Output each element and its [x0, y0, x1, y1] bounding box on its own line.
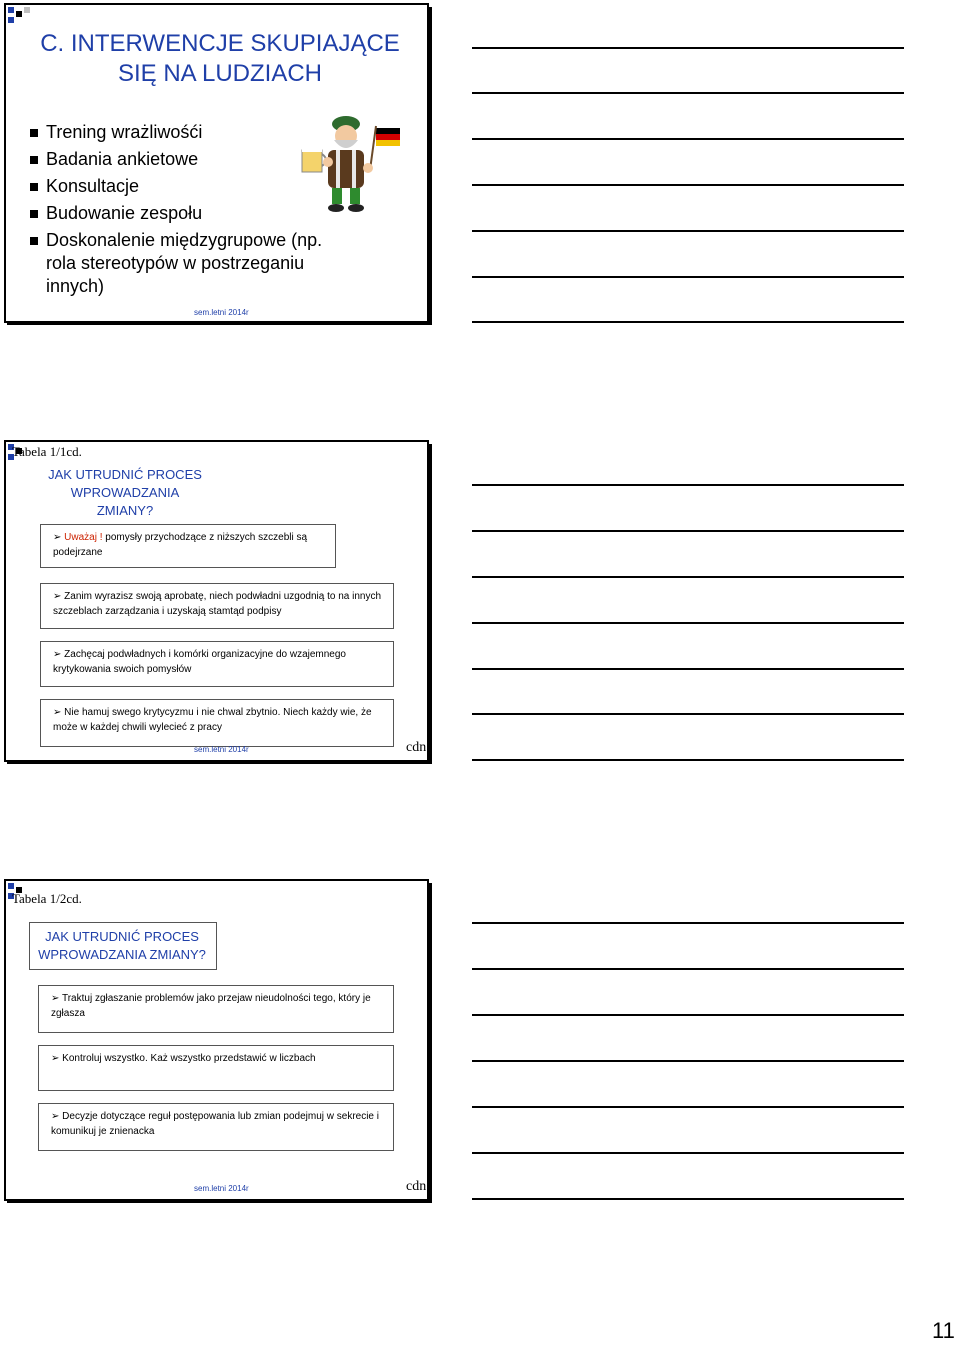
slide-1: [4, 3, 429, 323]
list-item: ➢ Decyzje dotyczące reguł postępowania lub zmian podejmuj w sekrecie i komunikuj je znienacka: [38, 1103, 394, 1151]
slide2-title: JAK UTRUDNIĆ PROCES WPROWADZANIA ZMIANY?: [48, 467, 202, 518]
list-item: ➢ Nie hamuj swego krytycyzmu i nie chwal zbytnio. Niech każdy wie, że może w każdej chwili wylecieć z pracy: [40, 699, 394, 747]
slide-2: [4, 440, 429, 762]
list-item: Trening wrażliwośći: [30, 121, 350, 144]
bullet-square-icon: [30, 156, 38, 164]
slide-footer: sem.letni 2014r: [194, 745, 249, 754]
list-item: ➢ Zanim wyrazisz swoją aprobatę, niech podwładni uzgodnią to na innych szczeblach zarządzania i uzyskają stamtąd podpisy: [40, 583, 394, 629]
slide3-title: JAK UTRUDNIĆ PROCES WPROWADZANIA ZMIANY?: [38, 929, 206, 962]
arrow-bullet-icon: ➢: [51, 1053, 63, 1064]
continued-label: cdn.: [406, 740, 430, 755]
bavarian-man-illustration: [288, 110, 408, 220]
list-item: ➢ Traktuj zgłaszanie problemów jako przejaw nieudolności tego, który je zgłasza: [38, 985, 394, 1033]
arrow-bullet-icon: ➢: [51, 993, 62, 1004]
bullet-square-icon: [30, 237, 38, 245]
list-item: Budowanie zespołu: [30, 202, 350, 225]
slide1-title: C. INTERWENCJE SKUPIAJĄCE SIĘ NA LUDZIACH: [40, 30, 400, 87]
arrow-bullet-icon: ➢: [53, 532, 65, 543]
slide-footer: sem.letni 2014r: [194, 308, 249, 317]
slide-3: [4, 879, 429, 1201]
page-number: 11: [932, 1318, 955, 1343]
arrow-bullet-icon: ➢: [53, 707, 65, 718]
arrow-bullet-icon: ➢: [53, 649, 65, 660]
arrow-bullet-icon: ➢: [53, 591, 65, 602]
continued-label: cdn.: [406, 1179, 430, 1194]
list-item: ➢ Uważaj ! pomysły przychodzące z niższych szczebli są podejrzane: [40, 524, 336, 568]
table-caption: Tabela 1/2cd.: [12, 891, 82, 906]
arrow-bullet-icon: ➢: [51, 1111, 63, 1122]
slide-corner-decoration: [6, 5, 42, 29]
bullet-square-icon: [30, 129, 38, 137]
list-item: ➢ Zachęcaj podwładnych i komórki organizacyjne do wzajemnego krytykowania swoich pomysłów: [40, 641, 394, 687]
list-item: Badania ankietowe: [30, 148, 350, 171]
table-caption: Tabela 1/1cd.: [12, 444, 82, 459]
bullet-square-icon: [30, 210, 38, 218]
slide-footer: sem.letni 2014r: [194, 1184, 249, 1193]
list-item: ➢ Kontroluj wszystko. Każ wszystko przedstawić w liczbach: [38, 1045, 394, 1091]
bullet-square-icon: [30, 183, 38, 191]
list-item: Doskonalenie międzygrupowe (np. rola stereotypów w postrzeganiu innych): [30, 229, 350, 298]
list-item: Konsultacje: [30, 175, 350, 198]
